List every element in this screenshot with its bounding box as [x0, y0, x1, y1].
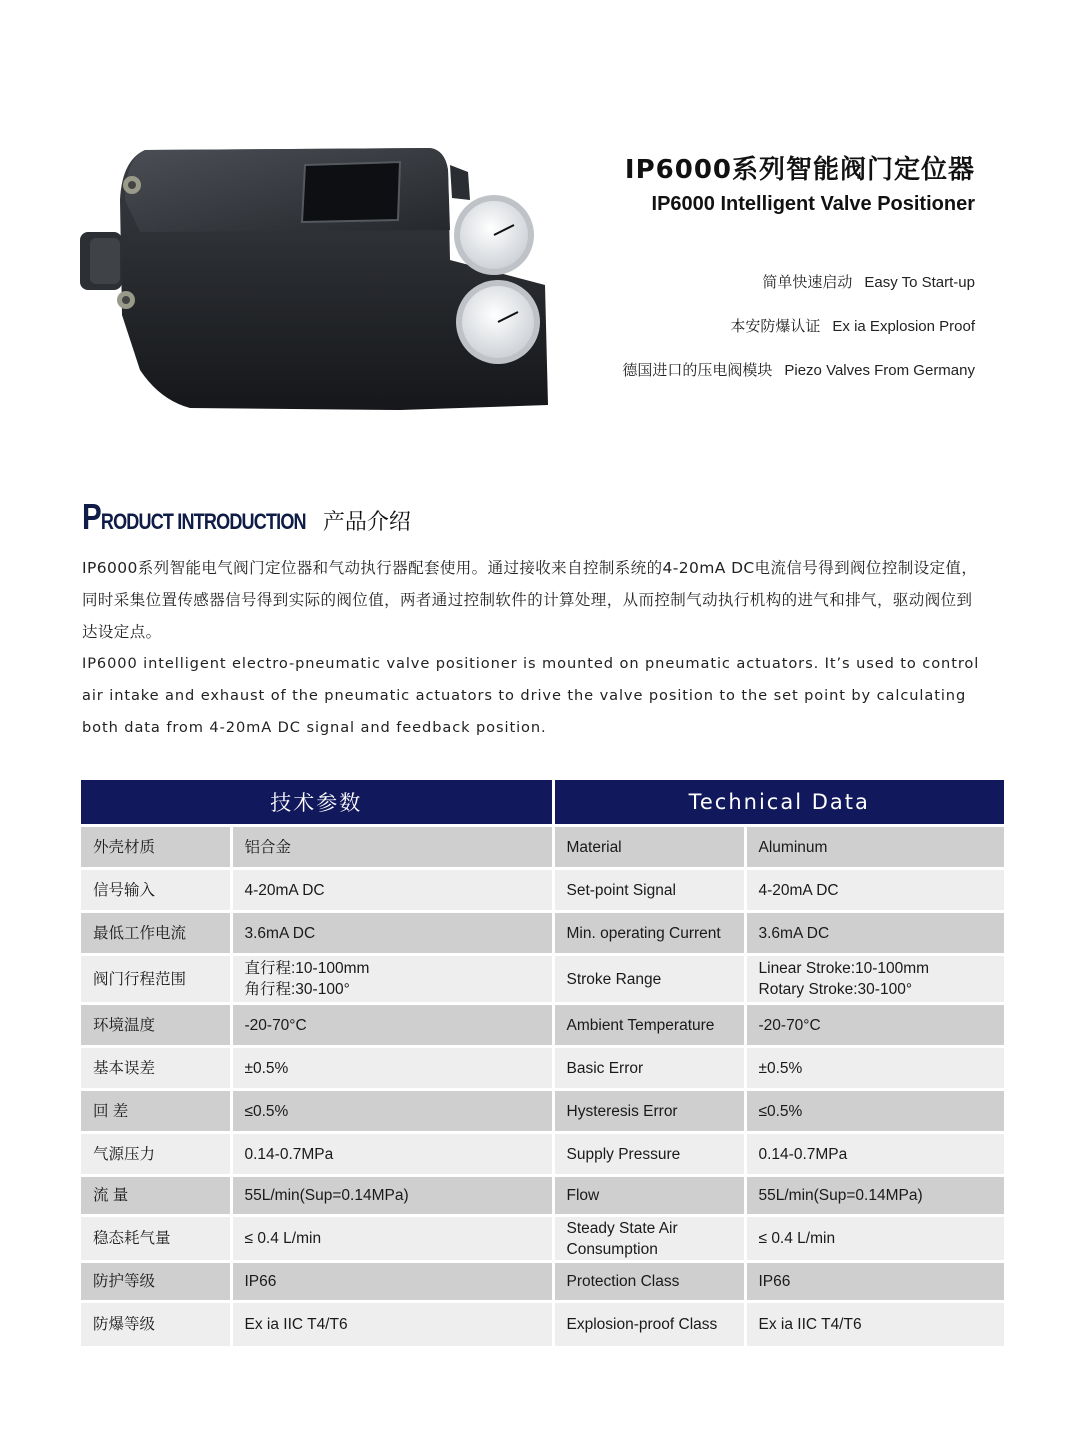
spec-header-cn: 技术参数	[81, 780, 553, 826]
spec-label-cn: 防护等级	[81, 1262, 231, 1302]
feature-list	[622, 268, 975, 400]
spec-label-cn: 气源压力	[81, 1133, 231, 1176]
spec-label-en: Supply Pressure	[553, 1133, 745, 1176]
product-title-cn: IP6000系列智能阀门定位器	[624, 155, 975, 185]
table-row	[81, 826, 1004, 869]
table-row	[81, 1262, 1004, 1302]
spec-label-cn: 基本误差	[81, 1047, 231, 1090]
spec-value-cn: ±0.5%	[231, 1047, 553, 1090]
table-row	[81, 1302, 1004, 1346]
feature-cn: 简单快速启动	[762, 273, 853, 291]
spec-label-en: Hysteresis Error	[553, 1090, 745, 1133]
spec-label-en: Set-point Signal	[553, 869, 745, 912]
intro-paragraph-cn: IP6000系列智能电气阀门定位器和气动执行器配套使用。通过接收来自控制系统的4-20mA DC电流信号得到阀位控制设定值，同时采集位置传感器信号得到实际的阀位值，两者通过控制软件的计算处理，从而控制气动执行机构的进气和排气，驱动阀位到达设定点。	[82, 559, 978, 641]
feature-cn: 本安防爆认证	[730, 317, 821, 335]
spec-value-en: Aluminum	[745, 826, 1004, 869]
table-row	[81, 869, 1004, 912]
intro-heading	[82, 494, 411, 538]
spec-label-en: Protection Class	[553, 1262, 745, 1302]
spec-value-en: 4-20mA DC	[745, 869, 1004, 912]
feature-item	[622, 312, 975, 356]
spec-header-en: Technical Data	[553, 780, 1004, 826]
table-row	[81, 1047, 1004, 1090]
intro-heading-en	[82, 496, 306, 538]
feature-en: Piezo Valves From Germany	[784, 362, 975, 379]
spec-value-cn: Ex ia IIC T4/T6	[231, 1302, 553, 1346]
spec-label-cn: 信号输入	[81, 869, 231, 912]
spec-label-cn: 环境温度	[81, 1004, 231, 1047]
spec-value-en: IP66	[745, 1262, 1004, 1302]
table-row	[81, 1133, 1004, 1176]
table-row	[81, 1090, 1004, 1133]
spec-value-cn: ≤0.5%	[231, 1090, 553, 1133]
spec-label-en: Explosion-proof Class	[553, 1302, 745, 1346]
spec-label-cn: 阀门行程范围	[81, 955, 231, 1004]
spec-label-en: Steady State Air Consumption	[553, 1216, 745, 1262]
feature-item	[622, 268, 975, 312]
spec-table-header	[81, 780, 1004, 826]
spec-value-cn: -20-70°C	[231, 1004, 553, 1047]
spec-value-cn: 直行程:10-100mm 角行程:30-100°	[231, 955, 553, 1004]
table-row	[81, 1176, 1004, 1216]
spec-value-en: ≤0.5%	[745, 1090, 1004, 1133]
product-title-en: IP6000 Intelligent Valve Positioner	[651, 193, 975, 215]
table-row	[81, 955, 1004, 1004]
spec-value-cn: 55L/min(Sup=0.14MPa)	[231, 1176, 553, 1216]
intro-heading-cn: 产品介绍	[322, 510, 411, 535]
feature-cn: 德国进口的压电阀模块	[622, 361, 773, 379]
title-block	[625, 152, 975, 220]
spec-value-en: 3.6mA DC	[745, 912, 1004, 955]
spec-value-en: ≤ 0.4 L/min	[745, 1216, 1004, 1262]
spec-label-en: Basic Error	[553, 1047, 745, 1090]
spec-value-cn: ≤ 0.4 L/min	[231, 1216, 553, 1262]
feature-item	[622, 356, 975, 400]
spec-label-cn: 防爆等级	[81, 1302, 231, 1346]
spec-value-en: Ex ia IIC T4/T6	[745, 1302, 1004, 1346]
spec-label-en: Stroke Range	[553, 955, 745, 1004]
spec-label-en: Material	[553, 826, 745, 869]
spec-value-en: 55L/min(Sup=0.14MPa)	[745, 1176, 1004, 1216]
spec-value-en: ±0.5%	[745, 1047, 1004, 1090]
table-row	[81, 1216, 1004, 1262]
spec-table	[81, 780, 1004, 1346]
table-row	[81, 912, 1004, 955]
spec-value-cn: 铝合金	[231, 826, 553, 869]
intro-heading-rest: RODUCT INTRODUCTION	[100, 509, 306, 534]
spec-value-cn: 3.6mA DC	[231, 912, 553, 955]
feature-en: Ex ia Explosion Proof	[832, 318, 975, 335]
spec-label-en: Ambient Temperature	[553, 1004, 745, 1047]
spec-value-cn: IP66	[231, 1262, 553, 1302]
spec-label-cn: 最低工作电流	[81, 912, 231, 955]
intro-text	[82, 552, 982, 744]
spec-value-en: -20-70°C	[745, 1004, 1004, 1047]
spec-label-cn: 外壳材质	[81, 826, 231, 869]
product-image	[70, 140, 560, 425]
table-row	[81, 1004, 1004, 1047]
spec-label-cn: 稳态耗气量	[81, 1216, 231, 1262]
intro-heading-initial: P	[82, 496, 101, 537]
spec-label-cn: 流 量	[81, 1176, 231, 1216]
feature-en: Easy To Start-up	[864, 274, 975, 291]
spec-value-cn: 0.14-0.7MPa	[231, 1133, 553, 1176]
spec-label-en: Flow	[553, 1176, 745, 1216]
spec-value-en: Linear Stroke:10-100mm Rotary Stroke:30-100°	[745, 955, 1004, 1004]
spec-label-cn: 回 差	[81, 1090, 231, 1133]
spec-value-cn: 4-20mA DC	[231, 869, 553, 912]
spec-value-en: 0.14-0.7MPa	[745, 1133, 1004, 1176]
spec-label-en: Min. operating Current	[553, 912, 745, 955]
intro-paragraph-en: IP6000 intelligent electro-pneumatic valve positioner is mounted on pneumatic actuators. It’s used to control air intake and exhaust of the pneumatic actuators to drive the valve position to the set point by calculating both data from 4-20mA DC signal and feedback position.	[82, 655, 980, 736]
